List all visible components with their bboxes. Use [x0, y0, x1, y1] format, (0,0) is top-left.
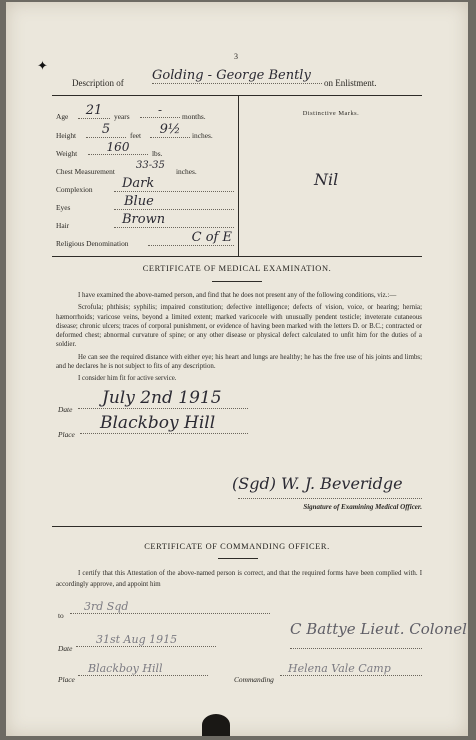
commanding-date-value: 31st Aug 1915	[76, 633, 216, 647]
ink-mark: ✦	[37, 58, 48, 73]
medical-date-label: Date	[58, 405, 73, 414]
commanding-certificate-heading: CERTIFICATE OF COMMANDING OFFICER.	[144, 542, 330, 551]
description-bottom-rule	[52, 256, 422, 257]
medical-date-value: July 2nd 1915	[78, 388, 248, 409]
page-number: 3	[234, 52, 238, 61]
medical-certificate-body	[56, 291, 422, 384]
commanding-para-1: I certify that this Attestation of the above-named person is correct, and that the required forms have been complied with. I accordingly approve, and appoint him	[56, 570, 422, 588]
torn-edge	[202, 714, 230, 736]
commanding-officer-signature: C Battye Lieut. Colonel	[290, 620, 467, 638]
commanding-to-value: 3rd Sqd	[70, 600, 270, 614]
medical-signature-caption: Signature of Examining Medical Officer.	[303, 503, 422, 511]
lbs-label: lbs.	[152, 149, 163, 158]
commanding-unit-label: Commanding	[234, 675, 274, 684]
hair-label: Hair	[56, 221, 70, 230]
commanding-to-label: to	[58, 611, 64, 620]
complexion-label: Complexion	[56, 185, 93, 194]
medical-place-value: Blackboy Hill	[80, 413, 248, 434]
medical-heading-rule	[212, 281, 262, 282]
weight-label: Weight	[56, 149, 78, 158]
commanding-place-label: Place	[58, 675, 75, 684]
months-label: months.	[182, 112, 206, 121]
medical-para-1: I have examined the above-named person, and find that he does not present any of the following conditions, viz.:—	[78, 292, 397, 299]
commanding-unit-value: Helena Vale Camp	[280, 662, 422, 676]
age-months-value: -	[140, 103, 180, 118]
medical-officer-signature: (Sgd) W. J. Beveridge	[232, 474, 403, 493]
age-years-value: 21	[78, 103, 110, 119]
age-label: Age	[56, 112, 69, 121]
height-feet-value: 5	[86, 122, 126, 138]
religion-value: C of E	[148, 230, 234, 246]
description-top-rule	[52, 95, 422, 96]
chest-unit-label: inches.	[176, 167, 197, 176]
distinctive-marks-panel	[242, 104, 420, 254]
medical-para-2: Scrofula; phthisis; syphilis; impaired constitution; defective intelligence; defects of vision, voice, or hearing; hernia; hæmorrhoids; varicose veins, beyond a limited extent; marked varicocele with unusually pendent testicle; inveterate cutaneous disease; chronic ulcers; traces of corporal punishment, or evidence of having been marked with the letters D. or B.C.; contracted or deformed chest; abnormal curvature of spine; or any other disease or physical defect calculated to unfit him for the duties of a soldier.	[56, 304, 422, 349]
commanding-date-label: Date	[58, 644, 73, 653]
attestation-page	[6, 2, 468, 736]
height-inches-value: 9½	[150, 122, 190, 138]
distinctive-marks-label: Distinctive Marks.	[302, 110, 360, 117]
chest-label: Chest Measurement	[56, 167, 115, 176]
medical-certificate-heading: CERTIFICATE OF MEDICAL EXAMINATION.	[142, 264, 332, 273]
soldier-name: Golding - George Bently	[152, 68, 322, 84]
commanding-signature-line	[290, 648, 422, 649]
medical-para-3: He can see the required distance with either eye; his heart and lungs are healthy; he has the free use of his joints and limbs; and he declares he is not subject to fits of any description.	[56, 353, 422, 371]
complexion-value: Dark	[114, 176, 234, 192]
years-label: years	[114, 112, 130, 121]
religion-label: Religious Denomination	[56, 239, 129, 248]
medical-place-label: Place	[58, 430, 75, 439]
eyes-label: Eyes	[56, 203, 71, 212]
title-line	[72, 68, 402, 90]
title-prefix: Description of	[72, 78, 124, 88]
medical-para-4: I consider him fit for active service.	[78, 375, 177, 383]
chest-value: 33-35	[136, 160, 165, 171]
distinctive-marks-value: Nil	[314, 170, 339, 189]
hair-value: Brown	[114, 212, 234, 228]
inches-label: inches.	[192, 131, 213, 140]
commanding-place-value: Blackboy Hill	[78, 662, 208, 676]
height-label: Height	[56, 131, 77, 140]
commanding-heading-rule	[218, 558, 258, 559]
medical-signature-line	[238, 498, 422, 499]
title-suffix: on Enlistment.	[324, 78, 377, 88]
description-panel	[56, 100, 236, 252]
weight-value: 160	[88, 140, 148, 155]
description-divider	[238, 96, 239, 256]
feet-label: feet	[130, 131, 142, 140]
eyes-value: Blue	[114, 194, 234, 210]
commanding-certificate-body	[56, 568, 422, 590]
section-rule	[52, 526, 422, 527]
